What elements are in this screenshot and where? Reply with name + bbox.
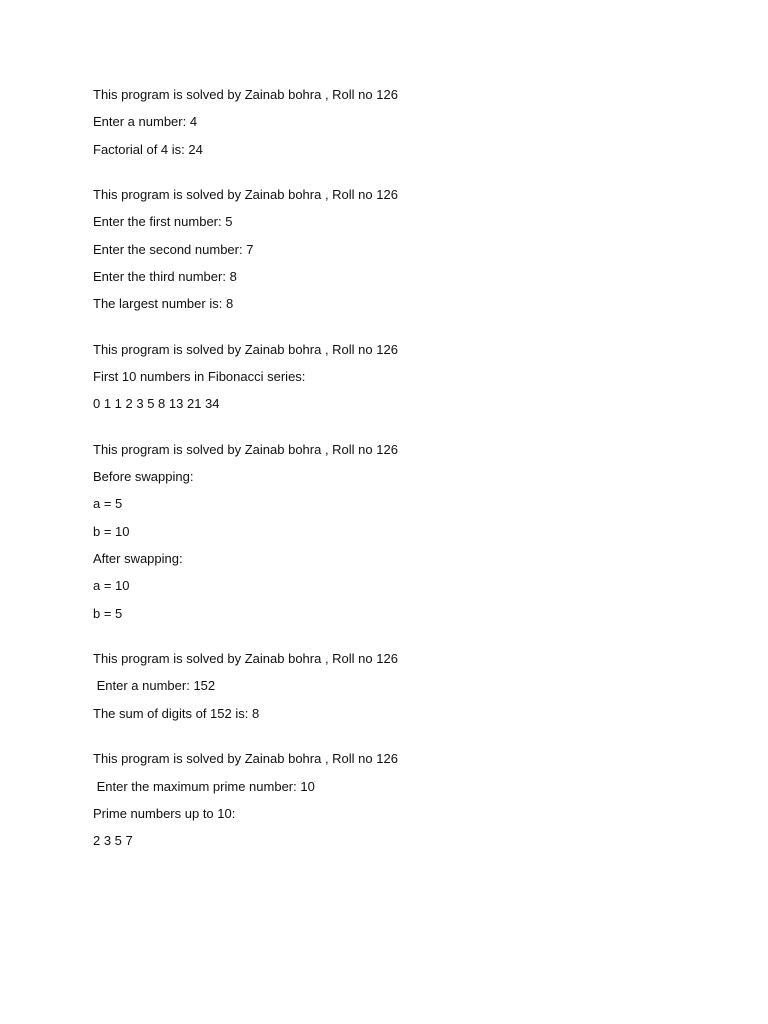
author-line: This program is solved by Zainab bohra , Roll no 126 [93,341,398,357]
output-block-fibonacci [93,341,693,414]
output-line: The sum of digits of 152 is: 8 [93,705,260,721]
output-line: Prime numbers up to 10: [93,805,236,821]
output-line: Before swapping: [93,469,194,485]
output-line: a = 10 [93,578,130,594]
output-line: First 10 numbers in Fibonacci series: [93,369,306,385]
output-line: b = 5 [93,605,123,621]
output-line: Factorial of 4 is: 24 [93,141,203,157]
output-line: Enter a number: 152 [93,678,216,694]
output-line: Enter the first number: 5 [93,214,233,230]
output-line: 2 3 5 7 [93,833,133,849]
output-line: Enter the second number: 7 [93,241,254,257]
author-line: This program is solved by Zainab bohra , Roll no 126 [93,441,398,457]
output-line: a = 5 [93,496,123,512]
author-line: This program is solved by Zainab bohra , Roll no 126 [93,87,398,102]
author-line: This program is solved by Zainab bohra , Roll no 126 [93,751,398,767]
output-block-digit-sum [93,650,693,723]
output-block-primes [93,750,693,850]
output-line: Enter the third number: 8 [93,268,237,284]
output-block-factorial [93,86,693,159]
output-block-largest [93,186,693,313]
output-line: After swapping: [93,551,183,567]
output-line: Enter the maximum prime number: 10 [93,778,315,794]
output-line: b = 10 [93,523,130,539]
author-line: This program is solved by Zainab bohra , Roll no 126 [93,651,398,667]
author-line: This program is solved by Zainab bohra , Roll no 126 [93,187,398,203]
output-line: Enter a number: 4 [93,114,198,130]
output-line: The largest number is: 8 [93,296,234,312]
output-block-swap [93,441,693,623]
document-content [93,86,693,878]
output-line: 0 1 1 2 3 5 8 13 21 34 [93,396,220,412]
